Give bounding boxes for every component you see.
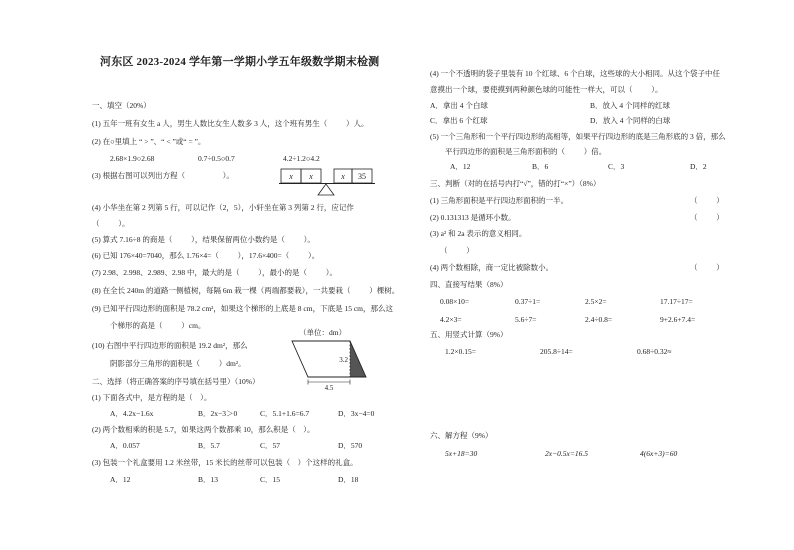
- judge-item: (1) 三角形面积是平行四边形面积的一半。: [430, 196, 569, 205]
- choice-q4-option-d: D．放入 4 个同样的白球: [590, 116, 671, 125]
- section-fill-heading: 一、填空（20%）: [92, 101, 151, 110]
- judge-item: (3) a² 和 2a 表示的意义相同。: [430, 229, 527, 238]
- choice-q4-option-a: A．拿出 4 个白球: [430, 101, 488, 110]
- fill-q4-line1: (4) 小华坐在第 2 列第 5 行，可以记作（2，5），小轩坐在第 3 列第 2 行，应记作: [92, 203, 354, 212]
- base-part-label: 4.5: [324, 384, 334, 392]
- vertical-item: 1.2×0.15=: [445, 347, 476, 356]
- fill-q10-line1: (10) 右图中平行四边形的面积是 19.2 dm²，那么: [92, 341, 248, 350]
- fill-q2: (2) 在○里填上 “ > ”、“ < ”或“ = ”。: [92, 137, 206, 146]
- parallelogram-figure: [286, 336, 376, 392]
- balance-right-label: x: [341, 172, 345, 181]
- choice-q2-option-a: A．0.057: [110, 441, 140, 450]
- judge-item: (2) 0.131313 是循环小数。: [430, 213, 516, 222]
- fill-q1: (1) 五年一班有女生 a 人，男生人数比女生人数多 3 人，这个班有男生（ ）人。: [92, 119, 369, 128]
- fill-q5: (5) 算式 7.16÷8 的商是（ ），结果保留两位小数约是（ ）。: [92, 235, 315, 244]
- section-judge-heading: 三、判断（对的在括号内打“√”，错的打“×”）（8%）: [430, 179, 601, 188]
- fill-q4-line2: （ ）。: [92, 219, 130, 228]
- judge-item: (4) 两个数相除，商一定比被除数小。: [430, 263, 554, 272]
- choice-q3-option-c: C．15: [260, 475, 281, 484]
- equation-item: 2x−0.5x=16.5: [545, 449, 589, 458]
- judge-answer-paren: （ ）: [690, 263, 724, 272]
- choice-q3: (3) 包装一个礼盒要用 1.2 米丝带，15 米长的丝带可以包装（ ）个这样的礼盒。: [92, 458, 358, 467]
- fill-q8: (8) 在全长 240m 的道路一侧植树，每隔 6m 栽一棵（两端都要栽），一共要栽（ ）棵树。: [92, 286, 400, 295]
- fill-q9-line2: 个梯形的高是（ ）cm。: [110, 321, 206, 330]
- choice-q3-option-d: D．18: [338, 475, 359, 484]
- choice-q3-option-a: A．12: [110, 475, 131, 484]
- choice-q5-option-d: D．2: [690, 162, 707, 171]
- fill-q2-item: 0.7÷0.5○0.7: [198, 154, 235, 163]
- direct-item: 0.37÷1=: [515, 297, 541, 306]
- direct-item: 5.6÷7=: [515, 315, 537, 324]
- vertical-item: 0.68÷0.32≈: [637, 347, 672, 356]
- choice-q5-option-b: B．6: [532, 162, 549, 171]
- choice-q4-option-c: C．拿出 6 个红球: [430, 116, 488, 125]
- balance-right-label: 35: [358, 172, 366, 181]
- section-vertical-heading: 五、用竖式计算（9%）: [430, 330, 508, 339]
- choice-q2-option-c: C．57: [260, 441, 281, 450]
- vertical-item: 205.8÷14=: [540, 347, 573, 356]
- choice-q2: (2) 两个数相乘的积是 5.7，如果这两个数都乘 10，那么积是（ ）。: [92, 425, 315, 434]
- figure-unit-label: （单位：dm）: [299, 328, 347, 337]
- choice-q3-option-b: B．13: [198, 475, 219, 484]
- fill-q2-item: 4.2÷1.2○4.2: [283, 154, 320, 163]
- choice-q4-line2: 意摸出一个球，要使摸到两种颜色球的可能性一样大，可以（ ）。: [430, 85, 663, 94]
- balance-left-label: x: [289, 172, 293, 181]
- choice-q1-option-c: C．5.1+1.6=6.7: [260, 409, 310, 418]
- balance-left-label: x: [309, 172, 313, 181]
- fill-q9-line1: (9) 已知平行四边形的面积是 78.2 cm²，如果这个梯形的上底是 8 cm，下底是 15 cm，那么这: [92, 304, 393, 313]
- choice-q1: (1) 下面各式中，是方程的是（ ）。: [92, 393, 212, 402]
- section-direct-heading: 四、直接写结果（8%）: [430, 280, 508, 289]
- section-choice-heading: 二、选择（将正确答案的序号填在括号里）（10%）: [92, 377, 260, 386]
- section-equations-heading: 六、解方程（9%）: [430, 431, 493, 440]
- direct-item: 4.2×3=: [440, 315, 462, 324]
- exam-title: 河东区 2023-2024 学年第一学期小学五年级数学期末检测: [100, 56, 380, 68]
- fill-q10-line2: 阴影部分三角形的面积是（ ）dm²。: [110, 359, 246, 368]
- equation-item: 5x+18=30: [445, 449, 478, 458]
- height-label: 3.2: [339, 356, 348, 364]
- choice-q4-line1: (4) 一个不透明的袋子里装有 10 个红球、6 个白球，这些球的大小相同。从这个袋子中任: [430, 69, 720, 78]
- equation-item: 4(6x+3)=60: [640, 449, 678, 458]
- choice-q1-option-a: A．4.2x−1.6x: [110, 409, 154, 418]
- choice-q2-option-b: B．5.7: [198, 441, 220, 450]
- fill-q3: (3) 根据右图可以列出方程（ ）。: [92, 171, 234, 180]
- fill-q2-item: 2.68×1.9○2.68: [110, 154, 155, 163]
- balance-fulcrum: [318, 184, 334, 195]
- choice-q1-option-d: D．3x−4=0: [338, 409, 375, 418]
- choice-q5-option-c: C．3: [608, 162, 625, 171]
- direct-item: 0.08×10=: [440, 297, 470, 306]
- direct-item: 2.4÷0.8=: [585, 315, 613, 324]
- choice-q1-option-b: B．2x−3＞0: [198, 409, 238, 418]
- direct-item: 2.5×2=: [585, 297, 607, 306]
- choice-q2-option-d: D．570: [338, 441, 363, 450]
- judge-answer-paren: （ ）: [440, 246, 474, 255]
- balance-diagram: [278, 165, 376, 197]
- judge-answer-paren: （ ）: [690, 213, 724, 222]
- direct-item: 9+2.6+7.4=: [660, 315, 696, 324]
- fill-q6: (6) 已知 176×40=7040，那么 1.76×4=（ ），17.6×400=（ ）。: [92, 251, 320, 260]
- choice-q4-option-b: B．放入 4 个同样的红球: [590, 101, 671, 110]
- fill-q7: (7) 2.98、2.998、2.989、2.98 中，最大的是（ ），最小的是（ ）。: [92, 268, 337, 277]
- direct-item: 17.17÷17=: [660, 297, 693, 306]
- choice-q5-option-a: A．12: [450, 162, 471, 171]
- choice-q5-line1: (5) 一个三角形和一个平行四边形的高相等，如果平行四边形的底是三角形底的 3 倍，那么: [430, 132, 726, 141]
- judge-answer-paren: （ ）: [690, 196, 724, 205]
- choice-q5-line2: 平行四边形的面积是三角形面积的（ ）倍。: [445, 147, 607, 156]
